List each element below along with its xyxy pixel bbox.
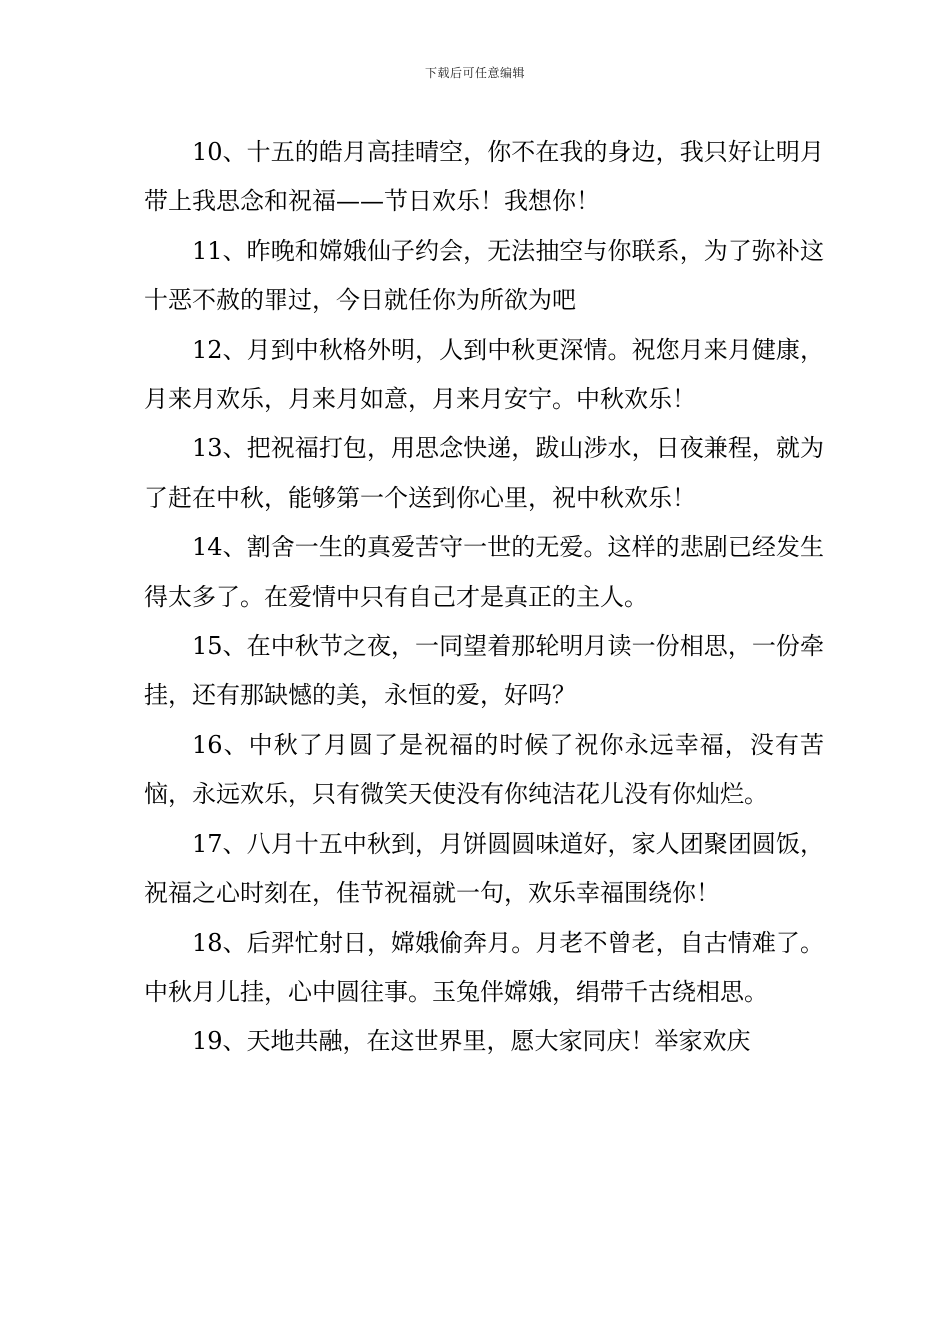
paragraph-13: 13、把祝福打包，用思念快递，跋山涉水，日夜兼程，就为了赶在中秋，能够第一个送到你心里，祝中秋欢乐！ [144, 434, 824, 512]
paragraph-19: 19、天地共融，在这世界里，愿大家同庆！举家欢庆 [192, 1027, 751, 1056]
paragraph-17: 17、八月十五中秋到，月饼圆圆味道好，家人团聚团圆饭，祝福之心时刻在，佳节祝福就一句，欢乐幸福围绕你！ [144, 829, 824, 908]
document-body [144, 128, 824, 1067]
paragraph-18: 18、后羿忙射日，嫦娥偷奔月。月老不曾老，自古情难了。中秋月儿挂，心中圆往事。玉兔伴嫦娥，绢带千古绕相思。 [144, 928, 824, 1006]
paragraph-10: 10、十五的皓月高挂晴空，你不在我的身边，我只好让明月带上我思念和祝福——节日欢乐！我想你！ [144, 138, 824, 216]
page-header: 下载后可任意编辑 [424, 66, 525, 80]
paragraph-11: 11、昨晚和嫦娥仙子约会，无法抽空与你联系，为了弥补这十恶不赦的罪过，今日就任你为所欲为吧 [144, 236, 824, 315]
paragraph-15: 15、在中秋节之夜，一同望着那轮明月读一份相思，一份牵挂，还有那缺憾的美，永恒的爱，好吗？ [144, 632, 824, 710]
paragraph-14: 14、割舍一生的真爱苦守一世的无爱。这样的悲剧已经发生得太多了。在爱情中只有自己才是真正的主人。 [144, 533, 824, 611]
paragraph-12: 12、月到中秋格外明，人到中秋更深情。祝您月来月健康，月来月欢乐，月来月如意，月来月安宁。中秋欢乐！ [144, 335, 824, 414]
paragraph-16: 16、中秋了月圆了是祝福的时候了祝你永远幸福，没有苦恼，永远欢乐，只有微笑天使没有你纯洁花儿没有你灿烂。 [144, 730, 824, 809]
